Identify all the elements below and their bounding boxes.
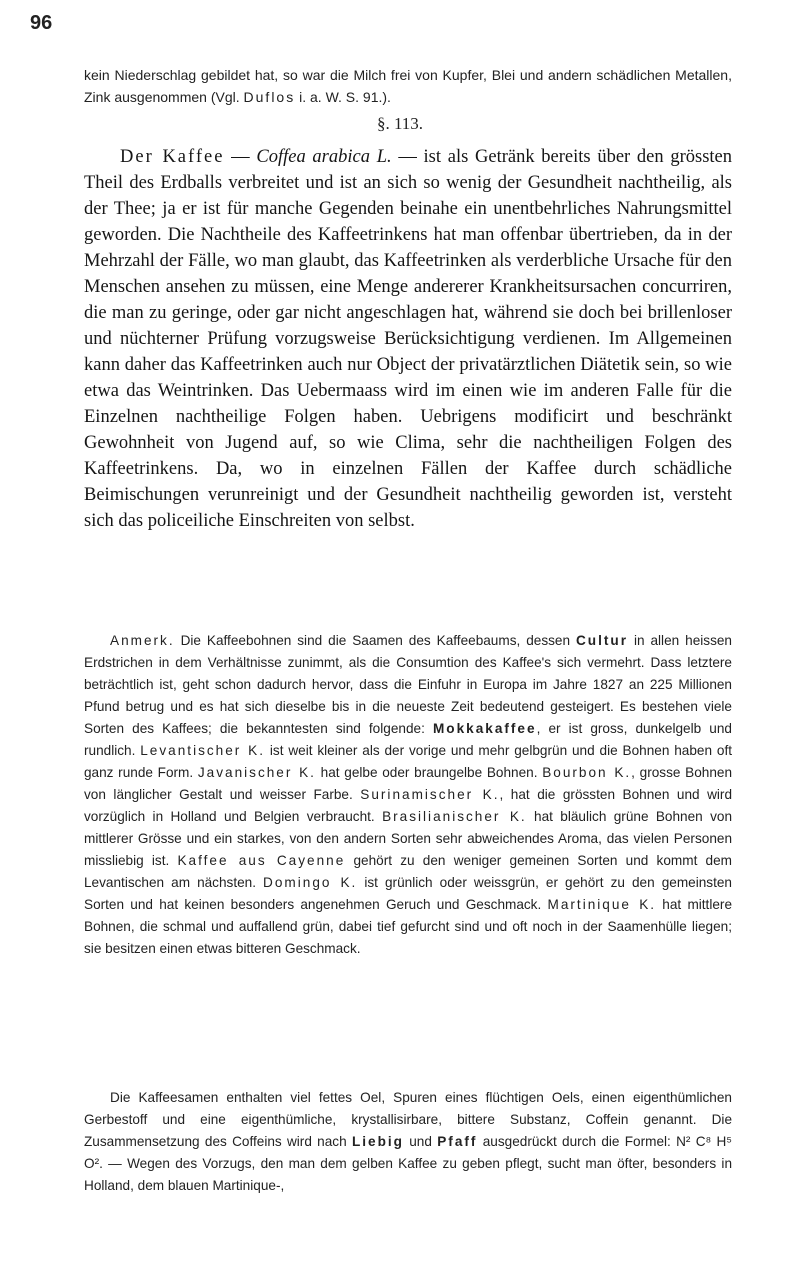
variety-bourbon: Bourbon K. xyxy=(542,765,632,780)
note-text: ist weit kleiner als der vorige und mehr gelbgrün und die Bohnen haben oft ganz runde Form. xyxy=(84,743,732,780)
note-paragraph xyxy=(84,630,732,960)
author-pfaff: Pfaff xyxy=(437,1134,478,1149)
variety-brasil: Brasilianischer K. xyxy=(382,809,527,824)
note-label: Anmerk. xyxy=(110,633,175,648)
note-text: hat gelbe oder braungelbe Bohnen. xyxy=(315,765,543,780)
last-text: und xyxy=(403,1134,438,1149)
dash: — xyxy=(224,147,257,167)
last-text: Die Kaffeesamen enthalten viel fettes Oel, Spuren eines flüchtigen Oels, einen eigenthümlichen Gerbestoff und eine eigenthümliche, krystallisirbare, bittere Substanz, Coffein genannt. Die Zusammensetzung des Coffeins wird nach xyxy=(84,1090,732,1149)
variety-domingo: Domingo K. xyxy=(263,875,358,890)
note-text: , grosse Bohnen von länglicher Gestalt und weisser Farbe. xyxy=(84,765,733,802)
author-duflos: Duflos xyxy=(243,89,296,105)
page-number: 96 xyxy=(30,12,53,34)
variety-levantisch: Levantischer K. xyxy=(140,743,266,758)
main-text: — ist als Getränk bereits über den grössten Theil des Erdballs verbreitet und ist an sich so wenig der Gesundheit nachtheilig, als der Thee; ja er ist für manche Gegenden beinahe ein unentbehrliches Nahrungsmittel geworden. Die Nachtheile des Kaffeetrinkens hat man offenbar übertrieben, da in der Mehrzahl der Fälle, wo man glaubt, das Kaffeetrinken als verderbliche Ursache für den Menschen ansehen zu müssen, eine Menge andererer Krankheitsursachen concurriren, die man zu geringe, oder gar nicht angeschlagen hat, während sie doch bei brillenloser und nüchterner Prüfung vorzugsweise Berücksichtigung verdienen. Im Allgemeinen kann daher das Kaffeetrinken auch nur Object der privatärztlichen Diätetik sein, so wie etwa das Weintrinken. Das Uebermaass wird im einen wie im anderen Falle für die Einzelnen nachtheilige Folgen haben. Uebrigens modificirt und beschränkt Gewohnheit von Jugend auf, so wie Clima, sehr die nachtheiligen Folgen des Kaffeetrinkens. Da, wo in einzelnen Fällen der Kaffee durch schädliche Beimischungen verunreinigt und der Gesundheit nachtheilig geworden ist, versteht sich das policeiliche Einschreiten von selbst. xyxy=(84,147,733,531)
note-text: ist grünlich oder weissgrün, er gehört zu den gemeinsten Sorten und hat keinen besonders angenehmen Geruch und Geschmack. xyxy=(84,875,732,912)
last-text: — Wegen des Vorzugs, den man dem gelben Kaffee zu geben pflegt, sucht man öfter, besonders in Holland, dem blauen Martinique-, xyxy=(84,1156,732,1193)
intro-text: kein Niederschlag gebildet hat, so war die Milch frei von Kupfer, Blei und andern schädlichen Metallen, Zink ausgenommen (Vgl. xyxy=(84,67,732,105)
note-text: gehört zu den weniger gemeinen Sorten und kommt dem Levantischen am nächsten. xyxy=(84,853,732,890)
note-text: hat mittlere Bohnen, die schmal und auffallend grün, dabei tief gefurcht sind und oft noch in der Saamenhülle liegen; sie besitzen einen etwas bitteren Geschmack. xyxy=(84,897,733,956)
last-paragraph xyxy=(84,1087,732,1197)
author-liebig: Liebig xyxy=(351,1134,404,1149)
section-heading: §. 113. xyxy=(376,114,424,133)
main-paragraph xyxy=(84,144,732,534)
latin-name: Coffea arabica L. xyxy=(256,147,392,167)
term-kaffee: Der Kaffee xyxy=(120,147,225,167)
note-text: in allen heissen Erdstrichen in dem Verhältnisse zunimmt, als die Consumtion des Kaffee's sich vermehrt. Dass letztere beträchtlich ist, geht schon dadurch hervor, dass die Einfuhr in Europa im Jahre 1827 an 225 Millionen Pfund betrug und es hat sich dieselbe bis in die neueste Zeit bedeutend gesteigert. Es bestehen viele Sorten des Kaffees; die bekanntesten sind folgende: xyxy=(84,633,732,736)
variety-cayenne: Kaffee aus Cayenne xyxy=(177,853,346,868)
note-text: , hat die grössten Bohnen und wird vorzüglich in Holland und Belgien verbraucht. xyxy=(84,787,733,824)
term-cultur: Cultur xyxy=(575,633,629,648)
variety-surinam: Surinamischer K. xyxy=(360,787,500,802)
chemical-formula: N² C⁸ H⁵ O². xyxy=(84,1134,733,1171)
intro-paragraph xyxy=(84,64,732,108)
note-text: Die Kaffeebohnen sind die Saamen des Kaffeebaums, dessen xyxy=(174,633,576,648)
variety-martinique: Martinique K. xyxy=(547,897,657,912)
variety-mokka: Mokkakaffee xyxy=(432,721,537,736)
note-text: , er ist gross, dunkelgelb und rundlich. xyxy=(84,721,732,758)
intro-text-end: i. a. W. S. 91.). xyxy=(295,89,391,105)
variety-java: Javanischer K. xyxy=(197,765,316,780)
note-text: hat bläulich grüne Bohnen von mittlerer Grösse und ein starkes, von den andern Sorten sehr abweichendes Aroma, das vielen Personen missliebig ist. xyxy=(84,809,733,868)
last-text: ausgedrückt durch die Formel: xyxy=(477,1134,677,1149)
